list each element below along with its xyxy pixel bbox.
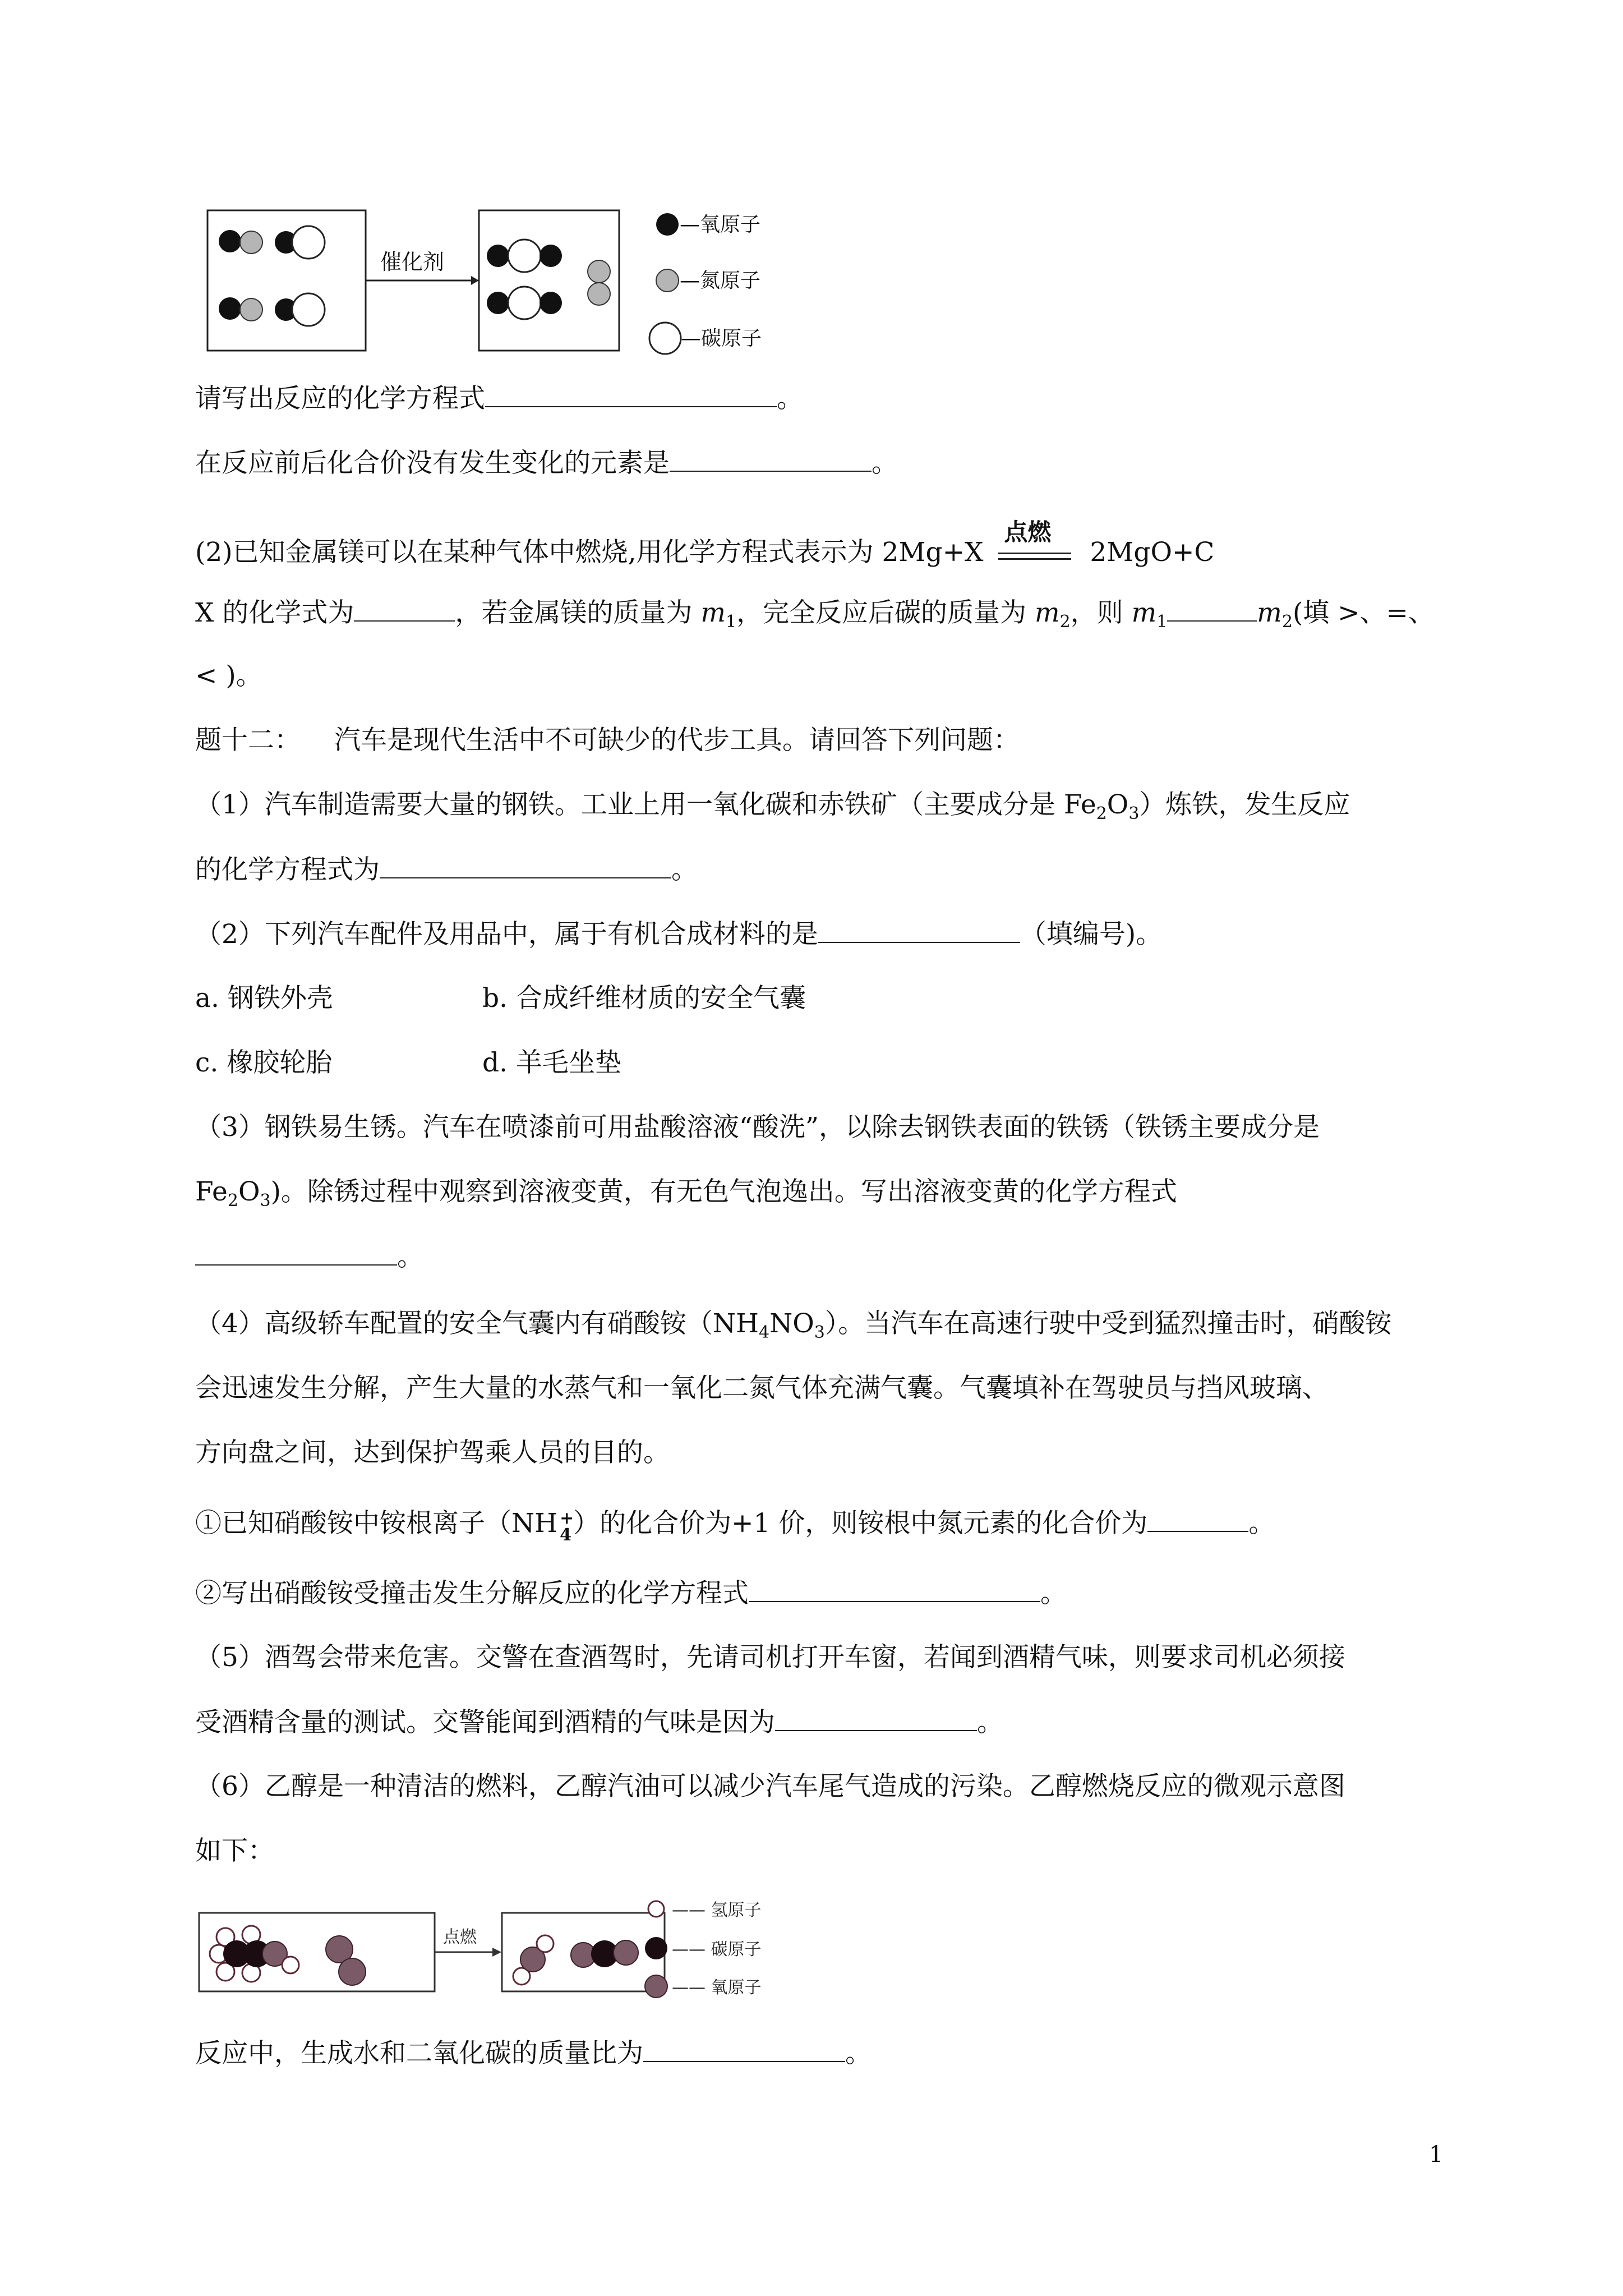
answer-blank[interactable] (354, 596, 455, 622)
answer-blank[interactable] (670, 446, 872, 472)
q2-line-3: < )。 (195, 660, 262, 691)
q12-p3-line-1: （3）钢铁易生锈。汽车在喷漆前可用盐酸溶液“酸洗”，以除去钢铁表面的铁锈（铁锈主要成分是 (195, 1112, 1320, 1143)
catalyst-label: 催化剂 (380, 250, 445, 274)
legend-nitrogen: —氮原子 (680, 269, 761, 292)
q12-p4-question-2: ②写出硝酸铵受撞击发生分解反应的化学方程式 。 (195, 1576, 1067, 1611)
q12-p6-line-2: 如下： (195, 1835, 274, 1866)
q12-heading: 题十二： 汽车是现代生活中不可缺少的代步工具。请回答下列问题： (195, 725, 1020, 756)
legend-oxygen: —氧原子 (680, 213, 761, 236)
answer-blank[interactable] (775, 1705, 977, 1731)
q2-line-1: (2)已知金属镁可以在某种气体中燃烧,用化学方程式表示为 2Mg+X 点燃 2MgO+C (195, 536, 1214, 569)
q12-p1-line-2: 的化学方程式为 。 (195, 853, 698, 887)
q12-p5-line-2: 受酒精含量的测试。交警能闻到酒精的气味是因为 。 (195, 1705, 1003, 1740)
answer-blank[interactable] (749, 1576, 1040, 1602)
option-d: d. 羊毛坐垫 (482, 1047, 621, 1078)
option-b: b. 合成纤维材质的安全气囊 (482, 983, 806, 1014)
answer-blank[interactable] (1147, 1506, 1248, 1532)
q12-p6-line-1: （6）乙醇是一种清洁的燃料，乙醇汽油可以减少汽车尾气造成的污染。乙醇燃烧反应的微观示意图 (195, 1771, 1345, 1802)
answer-blank[interactable] (380, 853, 671, 878)
reaction-diagram-2 (196, 1893, 785, 2005)
legend-hydrogen: —— 氢原子 (672, 1901, 762, 1920)
carbon-atom-icon (645, 1937, 667, 1959)
legend-carbon: —碳原子 (681, 327, 762, 350)
q1-line-1: 请写出反应的化学方程式 。 (195, 381, 803, 416)
q12-p2: （2）下列汽车配件及用品中，属于有机合成材料的是 （填编号)。 (195, 917, 1162, 951)
answer-blank[interactable] (643, 2036, 845, 2062)
final-question: 反应中，生成水和二氧化碳的质量比为 。 (195, 2036, 872, 2070)
q12-p4-question-1: ①已知硝酸铵中铵根离子（NH + 4 ）的化合价为+1 价，则铵根中氮元素的化合价为 。 (195, 1506, 1275, 1540)
q12-p3-line-2: $Fe_2O_3$)。除锈过程中观察到溶液变黄，有无色气泡逸出。写出溶液变黄的化学方程式 (195, 1176, 1177, 1211)
carbon-atom-icon (649, 323, 681, 354)
q12-p4-line-2: 会迅速发生分解，产生大量的水蒸气和一氧化二氮气体充满气囊。气囊填补在驾驶员与挡风玻璃、 (195, 1373, 1329, 1404)
oxygen-atom-icon (656, 213, 679, 236)
ignite-label: 点燃 (443, 1927, 477, 1947)
q12-p4-line-3: 方向盘之间，达到保护驾乘人员的目的。 (195, 1437, 670, 1468)
legend-carbon: —— 碳原子 (672, 1940, 762, 1959)
answer-blank[interactable] (818, 917, 1020, 943)
hydrogen-atom-icon (648, 1901, 664, 1917)
q12-p1-line-1: （1）汽车制造需要大量的钢铁。工业上用一氧化碳和赤铁矿（主要成分是 $Fe_2O_3$）炼铁，发生反应 (195, 789, 1350, 823)
reaction-diagram-1 (202, 202, 796, 365)
reaction-condition: 点燃 (992, 536, 1081, 569)
page-number: 1 (1429, 2142, 1444, 2168)
oxygen-atom-icon (645, 1975, 667, 1998)
q12-p4-line-1: （4）高级轿车配置的安全气囊内有硝酸铵$(NH_4NO_3)$。当汽车在高速行驶中受到猛烈撞击时，硝酸铵 (195, 1308, 1392, 1342)
option-c: c. 橡胶轮胎 (195, 1047, 333, 1078)
nitrogen-atom-icon (656, 269, 679, 292)
q1-line-2: 在反应前后化合价没有发生变化的元素是 。 (195, 446, 898, 480)
q12-p3-line-3: 。 (195, 1240, 423, 1274)
answer-blank[interactable] (195, 1240, 397, 1266)
q12-p5-line-1: （5）酒驾会带来危害。交警在查酒驾时，先请司机打开车窗，若闻到酒精气味，则要求司机必须接 (195, 1642, 1345, 1673)
legend-oxygen: —— 氧原子 (672, 1978, 762, 1998)
answer-blank[interactable] (485, 381, 777, 407)
answer-blank[interactable] (1167, 596, 1257, 622)
option-a: a. 钢铁外壳 (195, 983, 333, 1014)
q2-line-2: X 的化学式为 ，若金属镁的质量为 $m_1$，完全反应后碳的质量为 $m_2$，则 $m_1$ $m_2$(填 >、=、 (195, 596, 1435, 639)
